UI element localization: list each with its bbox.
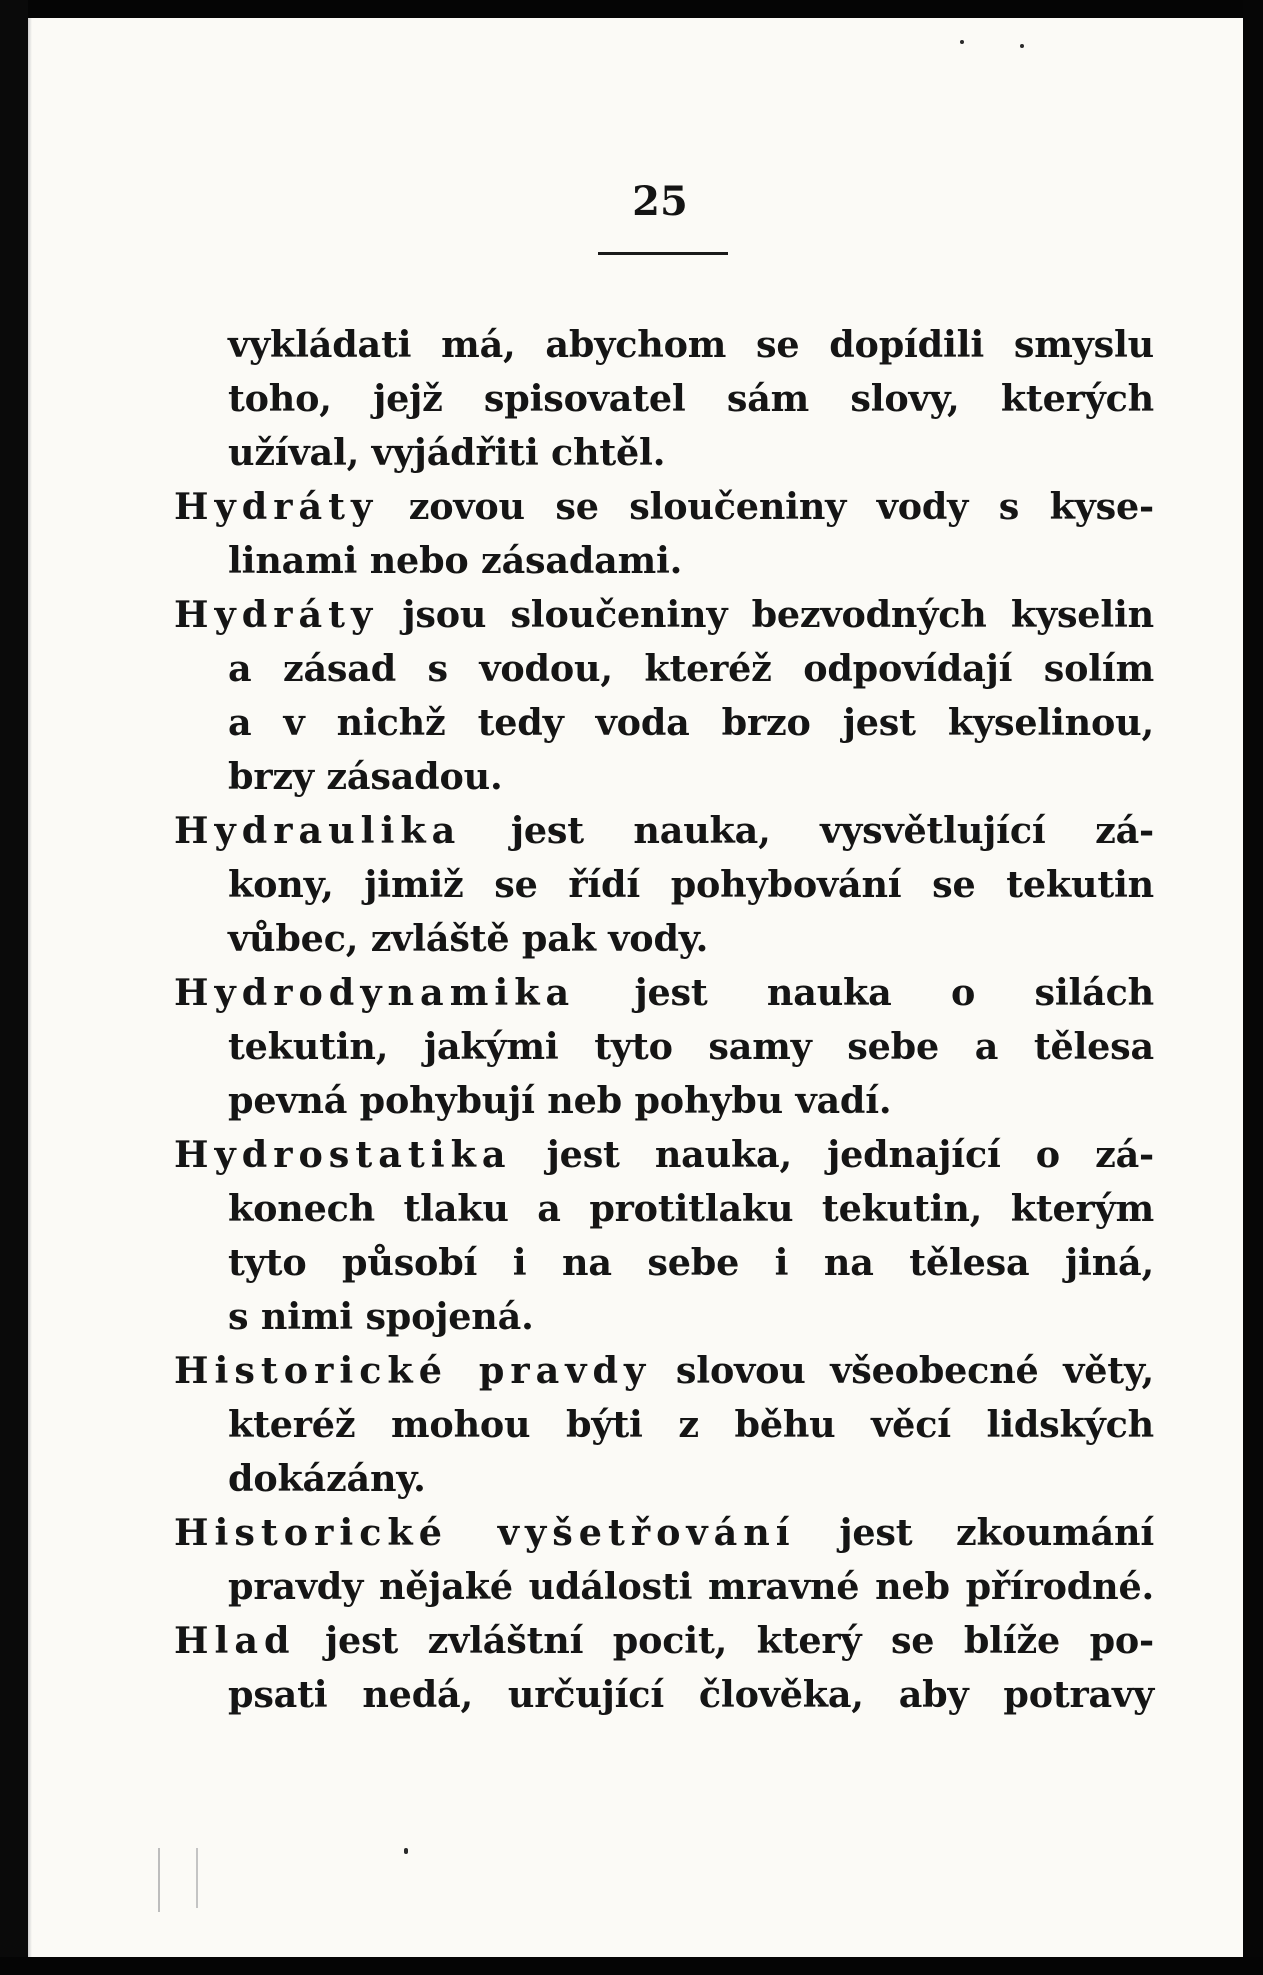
line-text: slovou všeobecné věty,	[651, 1349, 1154, 1392]
line-text: pevná pohybují neb pohybu vadí.	[228, 1079, 892, 1122]
line-text: vykládati má, abychom se dopídili smyslu	[228, 323, 1154, 366]
text-line	[174, 534, 1154, 588]
line-text: jest nauka, vysvětlující zá-	[461, 809, 1154, 852]
line-text: a zásad s vodou, kteréž odpovídají solím	[228, 647, 1154, 690]
line-text: jest zvláštní pocit, který se blíže po-	[295, 1619, 1154, 1662]
scan-border-right	[1243, 0, 1263, 1975]
entry-term: Hydráty	[174, 485, 379, 528]
page-number: 25	[632, 178, 688, 225]
scan-scratch	[158, 1848, 160, 1912]
text-line	[174, 858, 1154, 912]
entry-headword-line	[174, 1128, 1154, 1182]
text-line	[174, 696, 1154, 750]
line-text: konech tlaku a protitlaku tekutin, kterým	[228, 1187, 1154, 1230]
entry-headword-line	[174, 1344, 1154, 1398]
text-line	[174, 1290, 1154, 1344]
line-text: s nimi spojená.	[228, 1295, 534, 1338]
text-line	[174, 1668, 1154, 1722]
entry-headword-line	[174, 1614, 1154, 1668]
text-line	[174, 642, 1154, 696]
scan-speck	[960, 40, 964, 44]
text-line	[174, 426, 1154, 480]
line-text: jsou sloučeniny bezvodných kyselin	[378, 593, 1154, 636]
entry-term: Hydrostatika	[174, 1133, 512, 1176]
line-text: a v nichž tedy voda brzo jest kyselinou,	[228, 701, 1154, 744]
entry-term: Hydrodynamika	[174, 971, 576, 1014]
line-text: tyto působí i na sebe i na tělesa jiná,	[228, 1241, 1154, 1284]
line-text: kony, jimiž se řídí pohybování se tekutin	[228, 863, 1154, 906]
line-text: psati nedá, určující člověka, aby potravy	[228, 1673, 1154, 1716]
line-text: jest nauka o silách	[575, 971, 1154, 1014]
line-text: linami nebo zásadami.	[228, 539, 683, 582]
line-text: pravdy nějaké události mravné neb přírodné.	[228, 1565, 1154, 1608]
text-line	[174, 1398, 1154, 1452]
entry-term: Hlad	[174, 1619, 296, 1662]
text-line	[174, 1074, 1154, 1128]
scan-scratch	[196, 1848, 198, 1908]
line-text: užíval, vyjádřiti chtěl.	[228, 431, 666, 474]
page-number-rule	[598, 252, 728, 255]
entry-term: Historické vyšetřování	[174, 1511, 796, 1554]
text-line	[174, 1236, 1154, 1290]
line-text: tekutin, jakými tyto samy sebe a tělesa	[228, 1025, 1154, 1068]
text-line	[174, 1560, 1154, 1614]
text-line	[174, 912, 1154, 966]
page-sheet	[28, 18, 1243, 1957]
entry-term: Hydraulika	[174, 809, 462, 852]
entry-headword-line	[174, 480, 1154, 534]
line-text: jest zkoumání	[795, 1511, 1155, 1554]
line-text: vůbec, zvláště pak vody.	[228, 917, 709, 960]
text-line	[174, 1020, 1154, 1074]
scan-border-left	[0, 0, 28, 1975]
entry-term: Hydráty	[174, 593, 379, 636]
entry-headword-line	[174, 804, 1154, 858]
scan-speck	[1020, 44, 1024, 48]
body-text	[174, 318, 1154, 1722]
page-edge-shadow	[28, 18, 32, 1957]
entry-headword-line	[174, 1506, 1154, 1560]
entry-headword-line	[174, 966, 1154, 1020]
text-line	[174, 1182, 1154, 1236]
text-line	[174, 318, 1154, 372]
entry-term: Historické pravdy	[174, 1349, 652, 1392]
line-text: jest nauka, jednající o zá-	[511, 1133, 1154, 1176]
line-text: kteréž mohou býti z běhu věcí lidských	[228, 1403, 1154, 1446]
scan-border-bottom	[0, 1957, 1263, 1975]
text-line	[174, 1452, 1154, 1506]
entry-headword-line	[174, 588, 1154, 642]
line-text: zovou se sloučeniny vody s kyse-	[378, 485, 1154, 528]
line-text: brzy zásadou.	[228, 755, 503, 798]
line-text: toho, jejž spisovatel sám slovy, kterých	[228, 377, 1154, 420]
line-text: dokázány.	[228, 1457, 426, 1500]
text-line	[174, 372, 1154, 426]
scan-speck	[404, 1848, 408, 1854]
text-line	[174, 750, 1154, 804]
scan-border-top	[0, 0, 1263, 18]
